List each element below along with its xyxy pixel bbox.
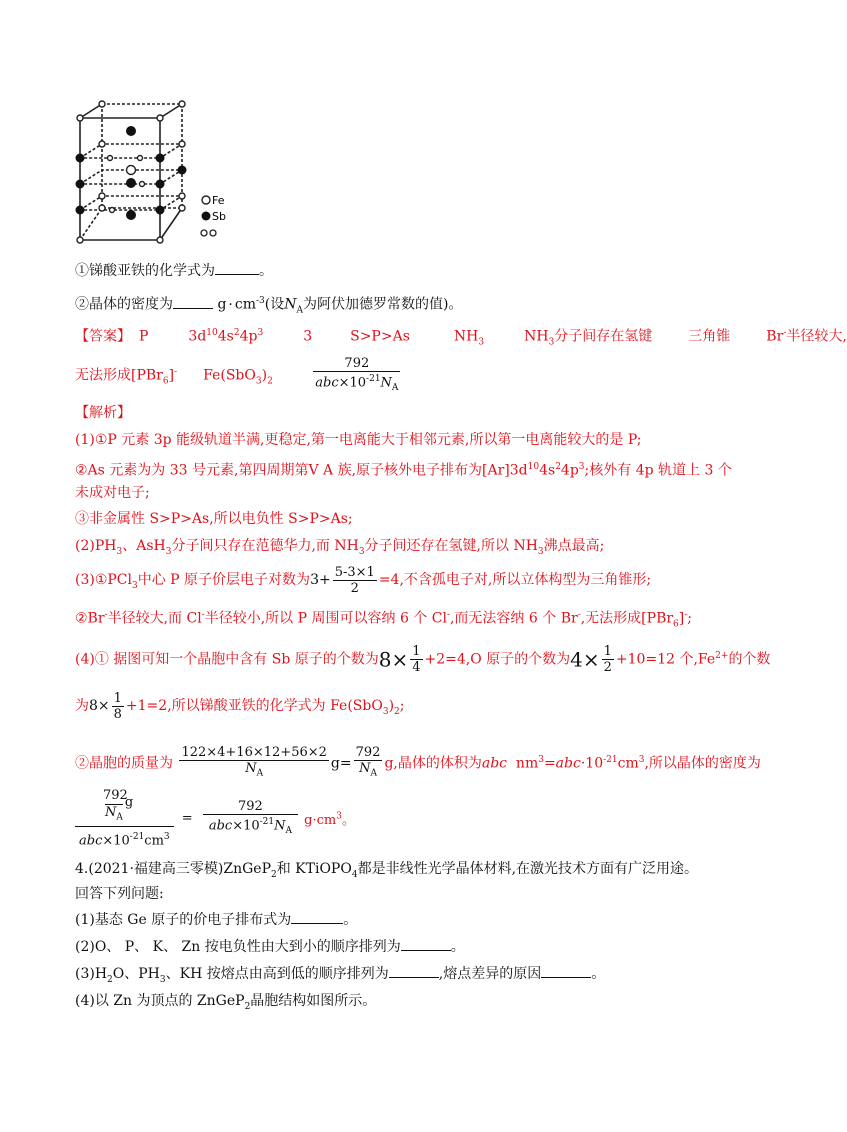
legend-fe-label: Fe <box>212 194 225 207</box>
question4-part2: (2)O、 P、 K、 Zn 按电负性由大到小的顺序排列为 。 <box>75 939 465 955</box>
analysis-p3: ③非金属性 S>P>As,所以电负性 S>P>As; <box>75 511 353 527</box>
analysis-p1: (1)①P 元素 3p 能级轨道半满,更稳定,第一电离能大于相邻元素,所以第一电离能较大的是 P; <box>75 432 642 448</box>
legend-sb-label: Sb <box>212 210 226 223</box>
analysis-p5: (3)①PCl$_3$中心 P 原子价层电子对数为3+ $\frac{5-3\times 1}{2}$ =4,不含孤电子对,所以立体构型为三角锥形; <box>75 564 652 596</box>
answer-density-fraction: $\frac{792}{abc\times 10^{-21}N_A}$ <box>313 356 400 396</box>
analysis-p4: $(2)PH_3$、AsH$_3$分子间只存在范德华力,而 $NH_3$分子间还存在氢键,所以 $NH_3$沸点最高; <box>75 538 605 557</box>
question-formula: ①锑酸亚铁的化学式为 。 <box>75 263 273 279</box>
answer-blank <box>215 274 259 275</box>
answer-line-1: 【答案】 P $3d^{10}4s^24p^3$ 3 S>P>As $NH_3$ $NH_3$分子间存在氢键 三角锥 Br-半径较大, <box>75 328 847 348</box>
analysis-label: 【解析】 <box>75 405 131 421</box>
question4-intro: 回答下列问题: <box>75 886 164 902</box>
question-density: ②晶体的密度为 $g \cdot cm^{-3}$(设$N_A$为阿伏加德罗常数的值)。 <box>75 296 463 316</box>
cell-mass-fraction: $\frac{122\times 4+16\times 12+56\times 2}{N_A}$ <box>179 745 328 782</box>
question4-part3: $(3)H_2O$、$PH_3$、KH 按熔点由高到低的顺序排列为 ,熔点差异的原因 。 <box>75 966 606 985</box>
question4-head: 4.(2021·福建高三零模)ZnGeP$_2$和 KTiOPO$_4$都是非线性光学晶体材料,在激光技术方面有广泛用途。 <box>75 861 699 880</box>
crystal-diagram-svg <box>72 96 232 248</box>
question4-part4: (4)以 Zn 为顶点的 ZnGeP$_2$晶胞结构如图所示。 <box>75 993 377 1012</box>
density-compound-fraction: 792 $N_Ag$ $abc\times 10^{-21}cm^3$ = $\frac{792}{abc\times 10^{-21}N_A}$ $g\cdot cm^3$。 <box>75 788 355 849</box>
answer-blank <box>173 308 213 309</box>
question4-part1: (1)基态 Ge 原子的价电子排布式为 。 <box>75 912 358 928</box>
analysis-p2-cont: 未成对电子; <box>75 485 150 501</box>
analysis-p8: 为8× $\frac{1}{8}$ +1=2,所以锑酸亚铁的化学式为 $Fe(SbO_3)_2$; <box>75 690 405 722</box>
crystal-structure-figure <box>72 96 232 248</box>
analysis-p2: ②As 元素为为 33 号元素,第四周期第Ⅴ A 族,原子核外电子排布为$[Ar]3d^{10}4s^24p^3$;核外有 4p 轨道上 3 个 <box>75 462 732 479</box>
analysis-p6: ②Br-半径较大,而 Cl-半径较小,所以 P 周围可以容纳 6 个 Cl-,而无法容纳 6 个 Br-,无法形成[PBr$_6$]-; <box>75 610 693 630</box>
answer-line-2: 无法形成[PBr$_6$]- $Fe(SbO_3)_2$ $\frac{792}{abc\times 10^{-21}N_A}$ <box>75 352 402 401</box>
analysis-p9: ②晶胞的质量为 $\frac{122\times 4+16\times 12+56\times 2}{N_A}$ g= $\frac{792}{N_A}$ g,晶体的体积为abc $nm^3=abc\cdot 10^{-21}cm^3$,所以晶体的密度为 <box>75 740 761 784</box>
analysis-p7: (4)① 据图可知一个晶胞中含有 Sb 原子的个数为8× $\frac{1}{4}$ +2=4,O 原子的个数为4× $\frac{1}{2}$ +10=12 个$,Fe^{2+}$的个数 <box>75 644 771 676</box>
